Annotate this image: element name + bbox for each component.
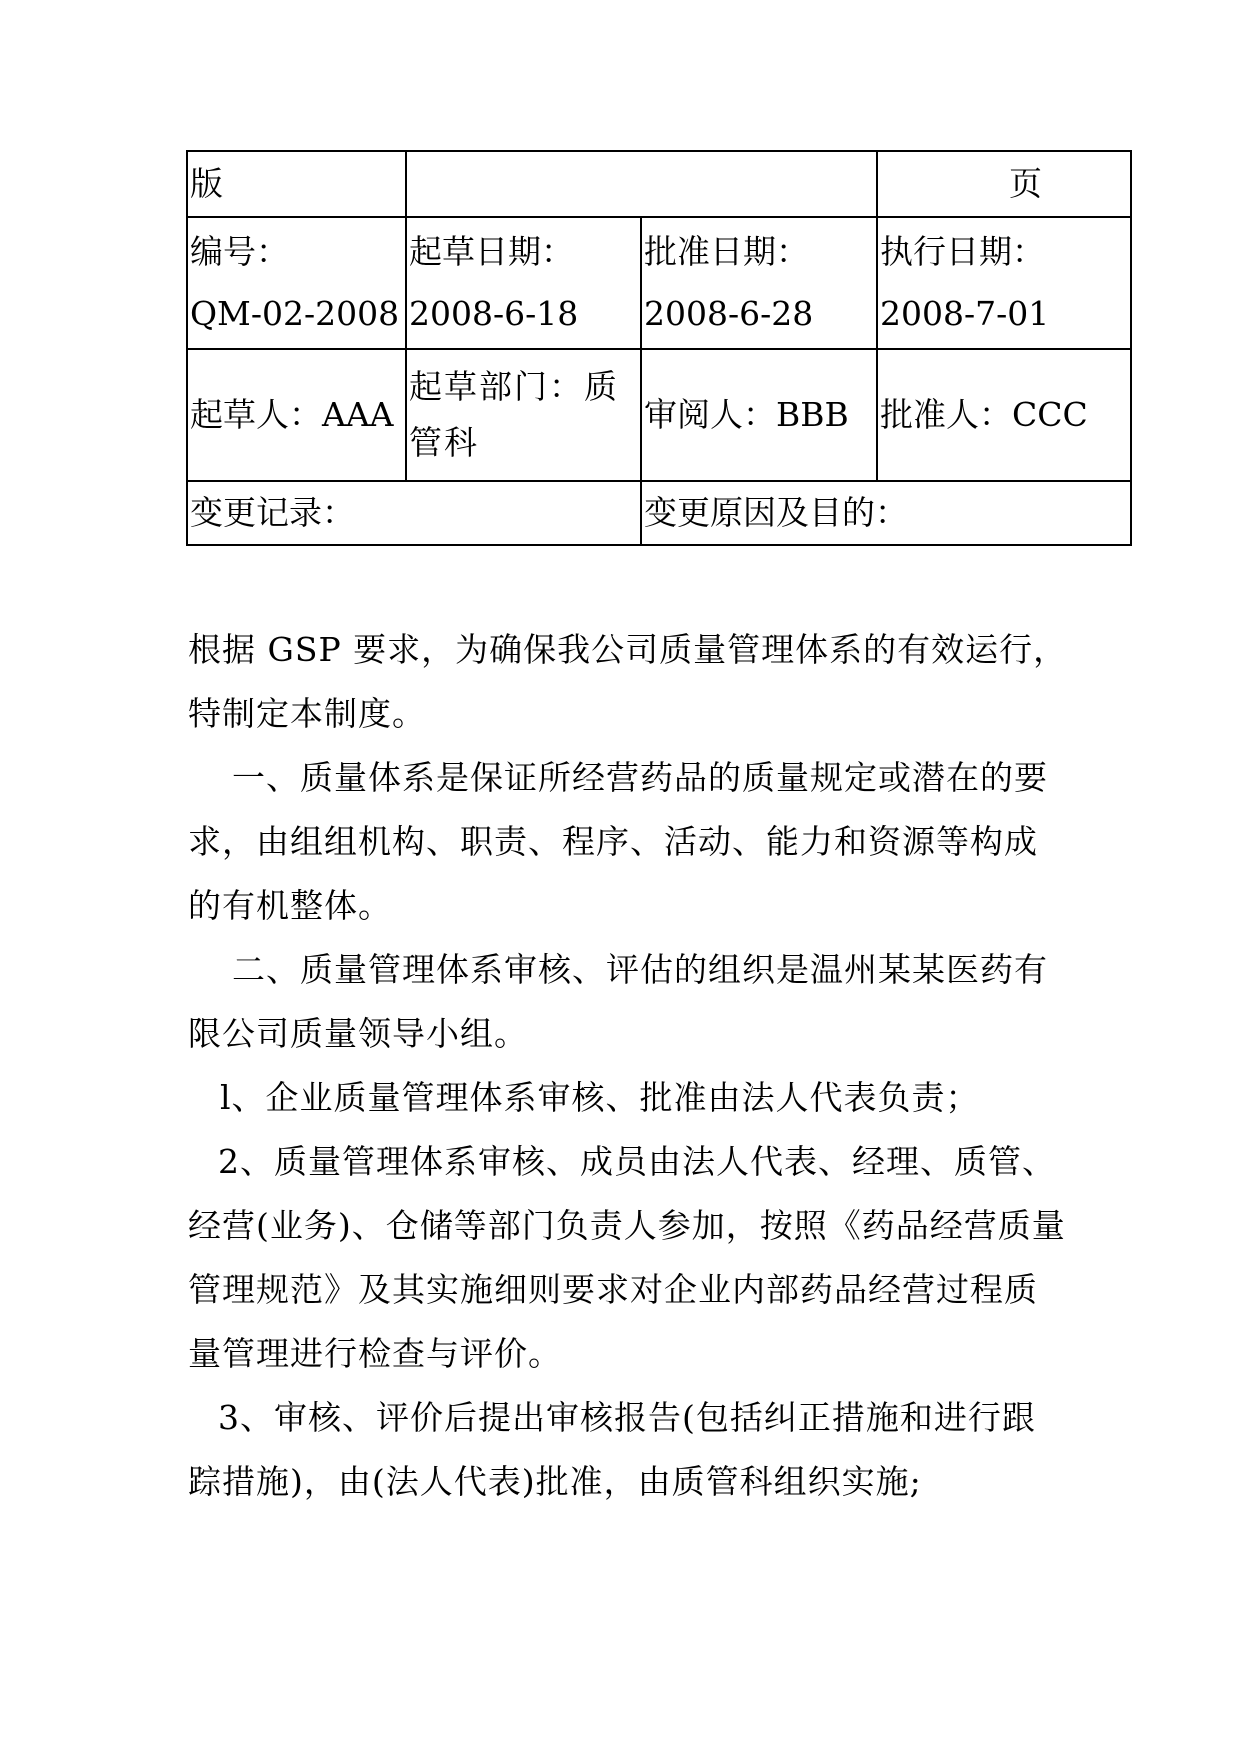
header-row-dates [187,217,1131,349]
header-row-version [187,151,1131,217]
effective-date-cell [877,217,1131,349]
draft-date-label: 起草日期： [409,232,574,271]
draft-date-value: 2008-6-18 [409,294,579,333]
page-cell: 页 [877,151,1131,217]
drafter-cell: 起草人：AAA [187,349,406,481]
version-cell: 版 [187,151,406,217]
change-record-cell: 变更记录： [187,481,641,545]
approve-date-label: 批准日期： [644,232,809,271]
doc-number-value: QM-02-2008 [190,294,400,333]
item-two-paragraph: 2、质量管理体系审核、成员由法人代表、经理、质管、经营(业务)、仓储等部门负责人参加，按照《药品经营质量管理规范》及其实施细则要求对企业内部药品经营过程质量管理进行检查与评价。 [188,1142,1066,1373]
section-two-paragraph: 二、质量管理体系审核、评估的组织是温州某某医药有限公司质量领导小组。 [188,950,1048,1053]
effective-date-value: 2008-7-01 [880,294,1050,333]
change-reason-cell: 变更原因及目的： [641,481,1131,545]
approver-cell: 批准人：CCC [877,349,1131,481]
draft-date-cell [406,217,641,349]
item-three-paragraph: 3、审核、评价后提出审核报告(包括纠正措施和进行跟踪措施)，由(法人代表)批准，由质管科组织实施; [188,1398,1036,1501]
document-header-table [186,150,1132,546]
approve-date-value: 2008-6-28 [644,294,814,333]
doc-number-cell [187,217,406,349]
version-blank-cell [406,151,877,217]
document-body [188,618,1068,1514]
draft-dept-cell: 起草部门：质管科 [406,349,641,481]
item-one-paragraph: l、企业质量管理体系审核、批准由法人代表负责； [220,1078,980,1117]
section-one-paragraph: 一、质量体系是保证所经营药品的质量规定或潜在的要求，由组组机构、职责、程序、活动、能力和资源等构成的有机整体。 [188,758,1048,925]
approve-date-cell [641,217,877,349]
header-row-changes [187,481,1131,545]
intro-paragraph: 根据 GSP 要求，为确保我公司质量管理体系的有效运行，特制定本制度。 [188,630,1068,733]
effective-date-label: 执行日期： [880,232,1045,271]
header-row-people [187,349,1131,481]
reviewer-cell: 审阅人：BBB [641,349,877,481]
doc-number-label: 编号： [190,232,289,271]
